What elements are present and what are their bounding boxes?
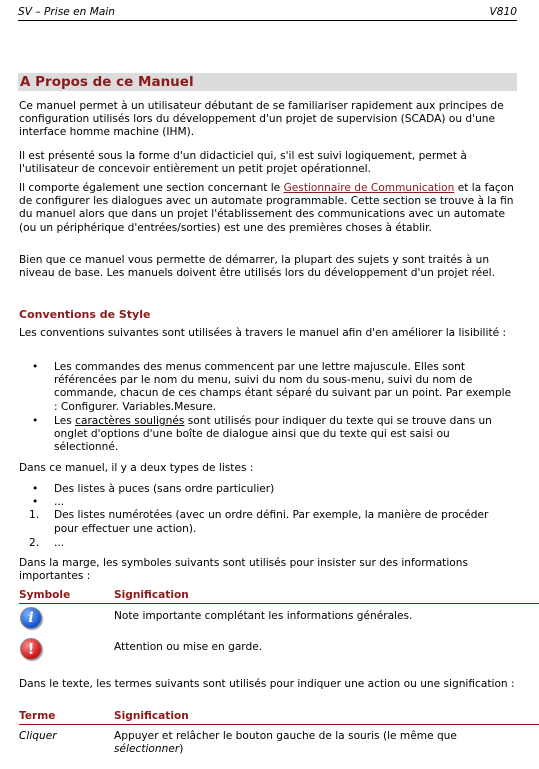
symbols-table-rule	[19, 603, 539, 604]
section-title: A Propos de ce Manuel	[18, 73, 517, 91]
margin-intro: Dans la marge, les symboles suivants sont utilisés pour insister sur des informations importantes :	[19, 557, 468, 583]
list-item: • Des listes à puces (sans ordre particulier)	[32, 483, 275, 495]
terms-signification-col-header: Signification	[114, 710, 189, 722]
bullet-icon: •	[32, 496, 39, 509]
term-cliquer-definition: Appuyer et relâcher le bouton gauche de la souris (le même que sélectionner)	[114, 730, 457, 756]
terme-col-header: Terme	[19, 710, 56, 722]
info-icon: i	[20, 607, 42, 629]
list-item: • Les commandes des menus commencent par une lettre majuscule. Elles sont référencées par le nom du menu, suivi du nom du sous-menu, suivi du nom de commande, chacun de ces champs étant séparé du suivant par un point. Par exemple : Configurer. Variables.Mesure.	[32, 361, 512, 413]
bullet-icon: •	[32, 483, 39, 495]
conventions-title: Conventions de Style	[19, 308, 151, 321]
intro-paragraph-2: Il est présenté sous la forme d'un didacticiel qui, s'il est suivi logiquement, permet à l'utilisateur de concevoir entièrement un petit projet opérationnel.	[19, 150, 467, 176]
conventions-intro: Les conventions suivantes sont utilisées à travers le manuel afin d'en améliorer la lisibilité :	[19, 327, 507, 339]
lists-intro: Dans ce manuel, il y a deux types de listes :	[19, 462, 254, 474]
example-lists	[19, 483, 515, 550]
symbols-table-header	[19, 589, 539, 603]
intro-paragraph-1: Ce manuel permet à un utilisateur débutant de se familiariser rapidement aux principes de configuration utilisés lors du développement d'un projet de supervision (SCADA) ou d'une interface homme machine (IHM).	[19, 100, 504, 139]
list-item: • ...	[32, 496, 65, 509]
info-row-text: Note importante complétant les informations générales.	[114, 610, 413, 622]
list-item: 1. Des listes numérotées (avec un ordre défini. Par exemple, la manière de procéder pour effectuer une action).	[29, 509, 489, 535]
intro-paragraph-4: Bien que ce manuel vous permette de démarrer, la plupart des sujets y sont traités à un niveau de base. Les manuels doivent être utilisés lors du développement d'un projet réel.	[19, 254, 495, 280]
term-cliquer: Cliquer	[19, 730, 57, 742]
header-rule	[18, 20, 517, 21]
intro-paragraph-3: Il comporte également une section concernant le Gestionnaire de Communication et la façon de configurer les dialogues avec un automate programmable. Cette section se trouve à la fin du manuel alors que dans un projet l'établissement des communications avec un automate (ou un périphérique d'entrées/sorties) est une des premières choses à établir.	[19, 182, 514, 234]
conventions-bullet-list	[19, 361, 515, 454]
symbols-col-header: Symbole	[19, 589, 71, 601]
warning-icon: !	[20, 638, 42, 660]
signification-col-header: Signification	[114, 589, 189, 601]
list-item: • Les caractères soulignés sont utilisés pour indiquer du texte qui se trouve dans un onglet d'options d'une boîte de dialogue ainsi que du texte qui est saisi ou sélectionné.	[32, 414, 492, 454]
terms-table-rule	[19, 724, 539, 725]
warning-row-text: Attention ou mise en garde.	[114, 641, 263, 653]
list-item: 2. ...	[29, 536, 65, 549]
header-version: V810	[489, 6, 517, 18]
bullet-icon: •	[32, 361, 39, 373]
terms-intro: Dans le texte, les termes suivants sont utilisés pour indiquer une action ou une signification :	[19, 678, 515, 690]
terms-table-header	[19, 710, 539, 724]
bullet-icon: •	[32, 414, 39, 427]
header-title: SV – Prise en Main	[18, 6, 115, 18]
gestionnaire-link[interactable]: Gestionnaire de Communication	[283, 182, 455, 194]
